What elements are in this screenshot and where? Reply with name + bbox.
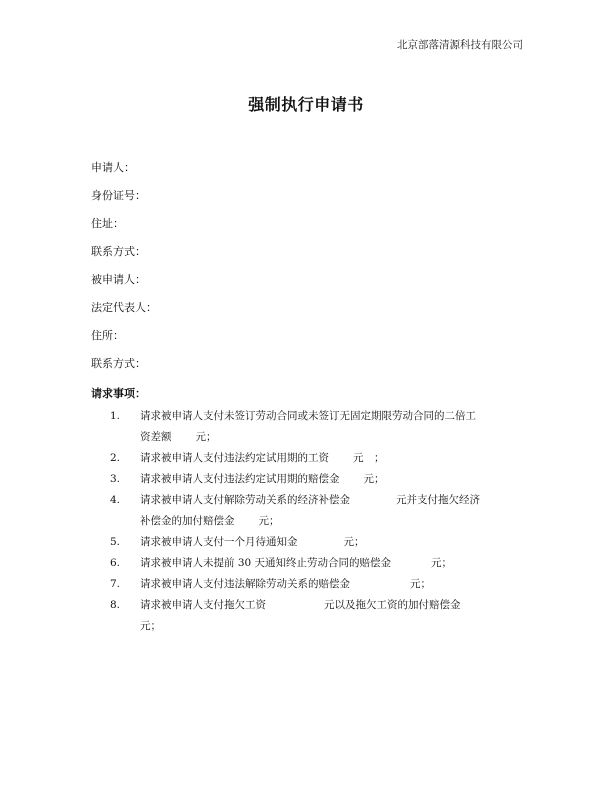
item-text: 请求被申请人支付违法约定试用期的工资 — [140, 452, 329, 464]
item-number: 8. — [110, 599, 121, 611]
item-text: 补偿金的加付赔偿金 — [140, 515, 235, 527]
item-number: 4. — [110, 494, 121, 506]
item-number: 5. — [110, 536, 121, 548]
item-text: 请求被申请人支付违法解除劳动关系的赔偿金 — [140, 578, 350, 590]
item-text: 请求被申请人支付解除劳动关系的经济补偿金 — [140, 494, 350, 506]
request-item — [110, 469, 530, 490]
item-number: 2. — [110, 452, 121, 464]
request-item — [110, 406, 530, 448]
request-items-list — [110, 406, 530, 637]
item-text: 请求被申请人支付拖欠工资 — [140, 599, 266, 611]
item-text-line — [140, 427, 530, 448]
item-text-line: 请求被申请人支付未签订劳动合同或未签订无固定期限劳动合同的二倍工 — [140, 410, 476, 422]
item-text-line — [140, 490, 530, 511]
item-number: 6. — [110, 557, 121, 569]
item-text-line — [140, 448, 530, 469]
field-respondent-contact: 联系方式： — [91, 357, 146, 370]
item-number: 1. — [110, 410, 121, 422]
item-text: 元； — [343, 536, 365, 548]
item-text: 请求被申请人支付违法约定试用期的赔偿金 — [140, 473, 340, 485]
request-item — [110, 553, 530, 574]
requests-heading: 请求事项： — [91, 387, 146, 400]
item-text: 元； — [258, 515, 280, 527]
field-id-number: 身份证号： — [91, 189, 146, 202]
item-text-line — [140, 532, 530, 553]
item-number: 3. — [110, 473, 121, 485]
request-item — [110, 532, 530, 553]
item-text: 请求被申请人支付一个月待通知金 — [140, 536, 298, 548]
item-text-line — [140, 469, 530, 490]
item-text-line — [140, 574, 530, 595]
item-text: 元以及拖欠工资的加付赔偿金 — [324, 599, 461, 611]
item-text: 元； — [363, 473, 385, 485]
applicant-info-fields — [91, 160, 157, 384]
document-title: 强制执行申请书 — [248, 95, 364, 114]
field-domicile: 住所： — [91, 329, 124, 342]
item-text: 资差额 — [140, 431, 172, 443]
field-respondent: 被申请人： — [91, 273, 146, 286]
request-item — [110, 490, 530, 532]
item-text: 元并支付拖欠经济 — [396, 494, 480, 506]
request-item — [110, 595, 530, 637]
item-text: 请求被申请人未提前 30 天通知终止劳动合同的赔偿金 — [140, 557, 392, 569]
request-item — [110, 448, 530, 469]
field-address: 住址： — [91, 217, 124, 230]
item-text: 元； — [410, 578, 431, 590]
field-applicant: 申请人： — [91, 161, 135, 174]
request-item — [110, 574, 530, 595]
item-text: 元； — [431, 557, 453, 569]
item-text: 元； — [195, 431, 217, 443]
item-text-line — [140, 553, 530, 574]
item-text: 元 ； — [353, 452, 385, 464]
item-number: 7. — [110, 578, 121, 590]
field-contact: 联系方式： — [91, 245, 146, 258]
item-text-line: 元； — [140, 620, 161, 632]
item-text-line — [140, 511, 530, 532]
field-legal-representative: 法定代表人： — [91, 301, 157, 314]
company-name-header: 北京部落清源科技有限公司 — [397, 39, 523, 51]
item-text-line — [140, 595, 530, 616]
